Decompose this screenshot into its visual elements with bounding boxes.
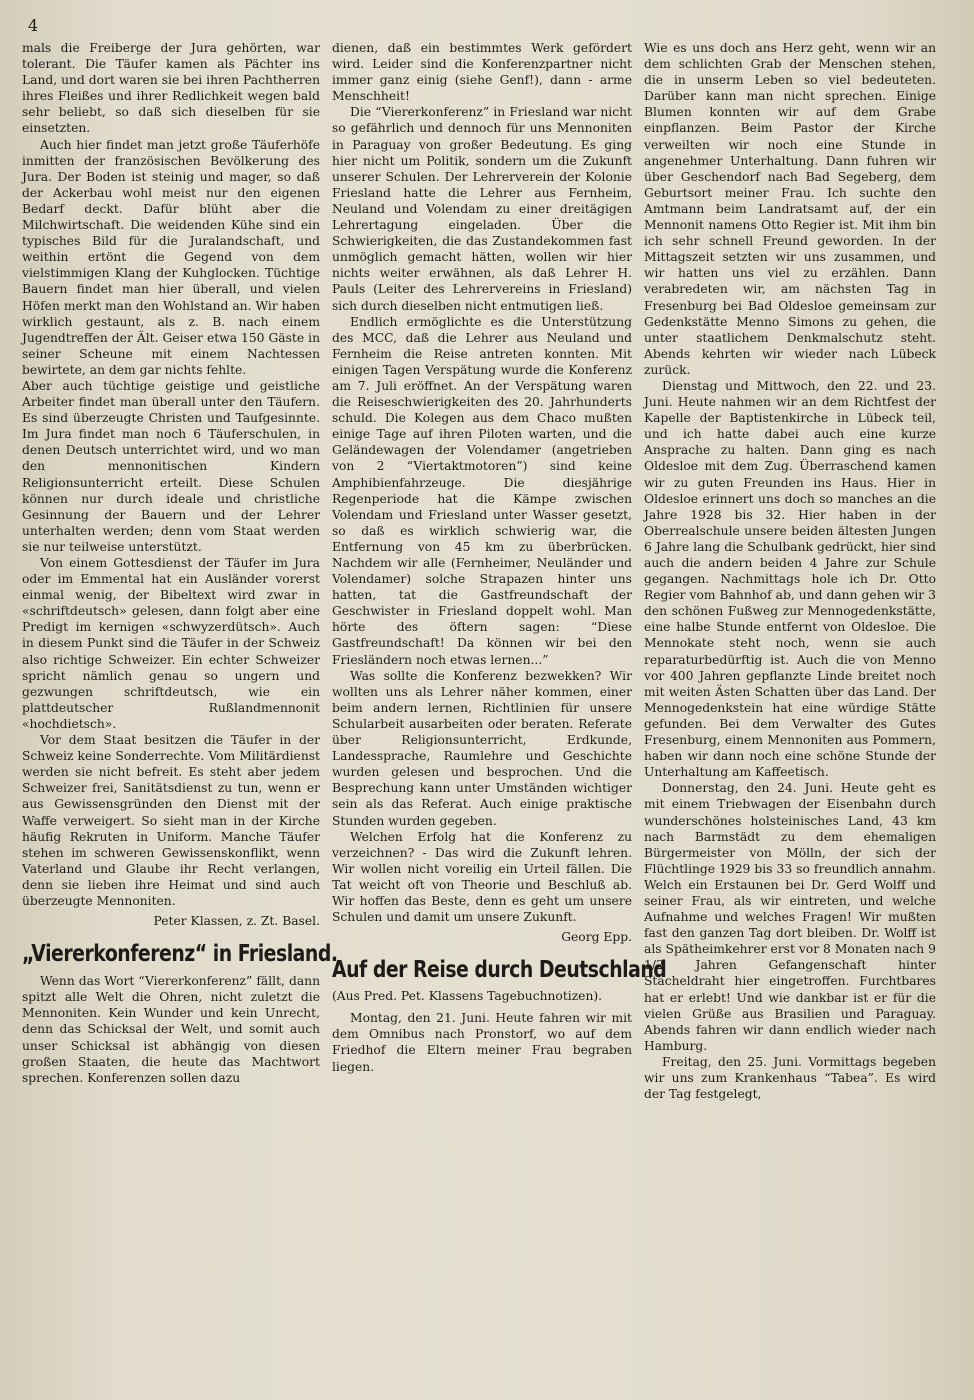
paragraph: Freitag, den 25. Juni. Vormittags begeben wir uns zum Krankenhaus “Tabea”. Es wird der Tag festgelegt, [644, 1054, 936, 1102]
column-3 [644, 40, 936, 1102]
paragraph: Wie es uns doch ans Herz geht, wenn wir an dem schlichten Grab der Menschen stehen, die in unserm Leben so viel bedeuteten. Darüber kann man nicht sprechen. Einige Blumen konnten wir auf dem Grabe einpflanzen. Beim Pastor der Kirche verweilten wir noch eine Stunde in angenehmer Unterhaltung. Dann fuhren wir über Geschendorf nach Bad Segeberg, dem Geburtsort meiner Frau. Ich suchte den Amtmann beim Landratsamt auf, der ein Mennonit namens Otto Regier ist. Mit ihm bin ich sehr schnell Freund geworden. In der Mittagszeit setzten wir uns zusammen, und wir hatten uns viel zu erzählen. Dann verabredeten wir, am nächsten Tag in Fresenburg bei Bad Oldesloe gemeinsam zur Gedenkstätte Menno Simons zu gehen, die unter staatlichem Denkmalschutz steht. Abends kehrten wir wieder nach Lübeck zurück. [644, 41, 936, 377]
article-header [22, 941, 338, 968]
author-signature: Peter Klassen, z. Zt. Basel. [153, 914, 320, 929]
paragraph: Von einem Gottesdienst der Täufer im Jura oder im Emmental hat ein Ausländer vorerst einmal wenig, der Bibeltext wird zwar in «schriftdeutsch» gelesen, dann folgt aber eine Predigt im kernigen «schwyzerdütsch». Auch in diesem Punkt sind die Täufer in der Schweiz also richtige Schweizer. Ein echter Schweizer spricht nämlich genau so ungern und gezwungen schriftdeutsch, wie ein plattdeutscher Rußlandmennonit «hochdietsch». [22, 556, 320, 731]
paragraph: Welchen Erfolg hat die Konferenz zu verzeichnen? - Das wird die Zukunft lehren. Wir wollen nicht voreilig ein Urteil fällen. Die Tat weicht oft von Theorie und Beschluß ab. Wir hoffen das Beste, denn es geht um unsere Schulen und damit um unsere Zukunft. [332, 829, 632, 925]
article-header [332, 957, 667, 984]
article-title: „Viererkonferenz“ in Friesland. [22, 941, 338, 968]
paragraph: Dienstag und Mittwoch, den 22. und 23. Juni. Heute nahmen wir an dem Richtfest der Kapelle der Baptistenkirche in Lübeck teil, und ich hatte dabei auch eine kurze Ansprache zu halten. Dann ging es nach Oldesloe mit dem Zug. Überraschend kamen wir zu guten Freunden ins Haus. Hier in Oldesloe erinnert uns doch so manches an die Jahre 1928 bis 32. Hier haben in der Oberrealschule unsere beiden ältesten Jungen 6 Jahre lang die Schulbank gedrückt, hier sind auch die andern beiden 4 Jahre zur Schule gegangen. Nachmittags hole ich Dr. Otto Regier vom Bahnhof ab, und dann gehen wir 3 den schönen Fußweg zur Mennogedenkstätte, eine halbe Stunde entfernt von Oldesloe. Die Mennokate steht noch, wenn sie auch reparaturbedürftig ist. Auch die von Menno vor 400 Jahren gepflanzte Linde breitet noch mit weiten Ästen Schatten über das Land. Der Mennogedenkstein hat eine würdige Stätte gefunden. Bei dem Verwalter des Gutes Fresenburg, einem Mennoniten aus Pommern, haben wir dann noch eine schöne Stunde der Unterhaltung am Kaffeetisch. [644, 378, 936, 780]
paragraph: Was sollte die Konferenz bezwekken? Wir wollten uns als Lehrer näher kommen, einer beim andern lernen, Richtlinien für unsere Schularbeit ausarbeiten oder beraten. Referate über Religionsunterricht, Erdkunde, Landessprache, Raumlehre und Geschichte wurden gelesen und besprochen. Und die Besprechung kann unter Umständen wichtiger sein als das Referat. Auch einige praktische Stunden wurden gegeben. [332, 668, 632, 828]
paragraph: Wenn das Wort “Viererkonferenz” fällt, dann spitzt alle Welt die Ohren, nicht zuletzt die Mennoniten. Kein Wunder und kein Unrecht, denn das Schicksal der Welt, und somit auch unser Schicksal ist abhängig von diesen großen Staaten, die heute das Machtwort sprechen. Konferenzen sollen dazu [22, 974, 320, 1085]
author-signature: Georg Epp. [561, 930, 632, 945]
paragraph: Montag, den 21. Juni. Heute fahren wir mit dem Omnibus nach Pronstorf, wo auf dem Friedhof die Eltern meiner Frau begraben liegen. [332, 1011, 632, 1074]
page-number: 4 [28, 16, 39, 35]
paragraph: Die “Viererkonferenz” in Friesland war nicht so gefährlich und dennoch für uns Mennoniten in Paraguay von großer Bedeutung. Es ging hier nicht um Politik, sondern um die Zukunft unserer Schulen. Der Lehrerverein der Kolonie Friesland hatte die Lehrer aus Fernheim, Neuland und Volendam zu einer dreitägigen Lehrertagung eingeladen. Über die Schwierigkeiten, die das Zustandekommen fast unmöglich gemacht hätten, wollen wir hier nichts weiter erwähnen, als daß Lehrer H. Pauls (Leiter des Lehrervereins in Friesland) sich durch dieselben nicht entmutigen ließ. [332, 105, 632, 313]
article-title: Auf der Reise durch Deutschland [332, 957, 667, 984]
paragraph: mals die Freiberge der Jura gehörten, war tolerant. Die Täufer kamen als Pächter ins Land, und dort waren sie bei ihren Pachtherren ihres Fleißes und ihrer Redlichkeit wegen bald sehr beliebt, so daß sich dieselben für sie einsetzten. [22, 41, 320, 136]
paragraph: Auch hier findet man jetzt große Täuferhöfe inmitten der französischen Bevölkerung des Jura. Der Boden ist steinig und mager, so daß der Ackerbau wohl meist nur den eigenen Bedarf deckt. Dafür blüht aber die Milchwirtschaft. Die weidenden Kühe sind ein typisches Bild für die Juralandschaft, und weithin ertönt die Gegend von dem vielstimmigen Klang der Kuhglocken. Tüchtige Bauern findet man hier überall, und vielen Höfen merkt man den Wohlstand an. Wir haben wirklich gestaunt, als z. B. nach einem Jugendtreffen der Ält. Geiser etwa 150 Gäste in seiner Scheune mit einem Nachtessen bewirtete, an dem gar nichts fehlte. [22, 137, 320, 377]
article-subtitle: (Aus Pred. Pet. Klassens Tagebuchnotizen). [332, 989, 603, 1004]
paragraph: Donnerstag, den 24. Juni. Heute geht es mit einem Triebwagen der Eisenbahn durch wunderschönes holsteinisches Land, 43 km nach Barmstädt zu dem ehemaligen Bürgermeister von Mölln, der sich der Flüchtlinge 1929 bis 33 so freundlich annahm. Welch ein Erstaunen bei Dr. Gerd Wolff und seiner Frau, als wir eintreten, und welche Aufnahme und welches Fragen! Wir mußten fast den ganzen Tag dort bleiben. Dr. Wolff ist als Spätheimkehrer erst vor 8 Monaten nach 9 1/2 Jahren Gefangenschaft hinter Stacheldraht hier eingetroffen. Furchtbares hat er erlebt! Und wie dankbar ist er für die vielen Grüße aus Brasilien und Paraguay. Abends fahren wir dann endlich wieder nach Hamburg. [644, 781, 936, 1053]
paragraph: Aber auch tüchtige geistige und geistliche Arbeiter findet man überall unter den Täufern. Es sind überzeugte Christen und Taufgesinnte. Im Jura findet man noch 6 Täuferschulen, in denen Deutsch unterrichtet wird, und wo man den mennonitischen Kindern Religionsunterricht erteilt. Diese Schulen können nur durch ideale und christliche Gesinnung der Bauern und der Lehrer unterhalten werden; denn vom Staat werden sie nur teilweise unterstützt. [22, 378, 320, 554]
column-2 [332, 40, 667, 1075]
paragraph: Endlich ermöglichte es die Unterstützung des MCC, daß die Lehrer aus Neuland und Fernheim die Reise antreten konnten. Mit einigen Tagen Verspätung wurde die Konferenz am 7. Juli eröffnet. An der Verspätung waren die Reiseschwierigkeiten des 20. Jahrhunderts schuld. Die Kolegen aus dem Chaco mußten einige Tage auf ihren Piloten warten, und die Geländewagen der Volendamer (angetrieben von 2 “Viertaktmotoren”) sind keine Amphibienfahrzeuge. Die diesjährige Regenperiode hat die Kämpe zwischen Volendam und Friesland unter Wasser gesetzt, so daß es wirklich schwierig war, die Entfernung von 45 km zu überbrücken. Nachdem wir alle (Fernheimer, Neuländer und Volendamer) solche Strapazen hinter uns hatten, tat die Gastfreundschaft der Geschwister in Friesland doppelt wohl. Man hörte des öftern sagen: “Diese Gastfreundschaft! Da können wir bei den Friesländern noch etwas lernen...” [332, 314, 632, 667]
column-1 [22, 40, 338, 1086]
paragraph: Vor dem Staat besitzen die Täufer in der Schweiz keine Sonderrechte. Vom Militärdienst werden sie nicht befreit. Es steht aber jedem Schweizer frei, Sanitätsdienst zu tun, wenn er aus Gewissensgründen den Dienst mit der Waffe verweigert. So sieht man in der Kirche häufig Rekruten in Uniform. Manche Täufer stehen im schweren Gewissenskonflikt, wenn Vaterland und Glaube ihr Recht verlangen, denn sie lieben ihre Heimat und sind auch überzeugte Mennoniten. [22, 733, 320, 908]
paragraph: dienen, daß ein bestimmtes Werk gefördert wird. Leider sind die Konferenzpartner nicht immer ganz einig (siehe Genf!), dann - arme Menschheit! [332, 41, 632, 104]
